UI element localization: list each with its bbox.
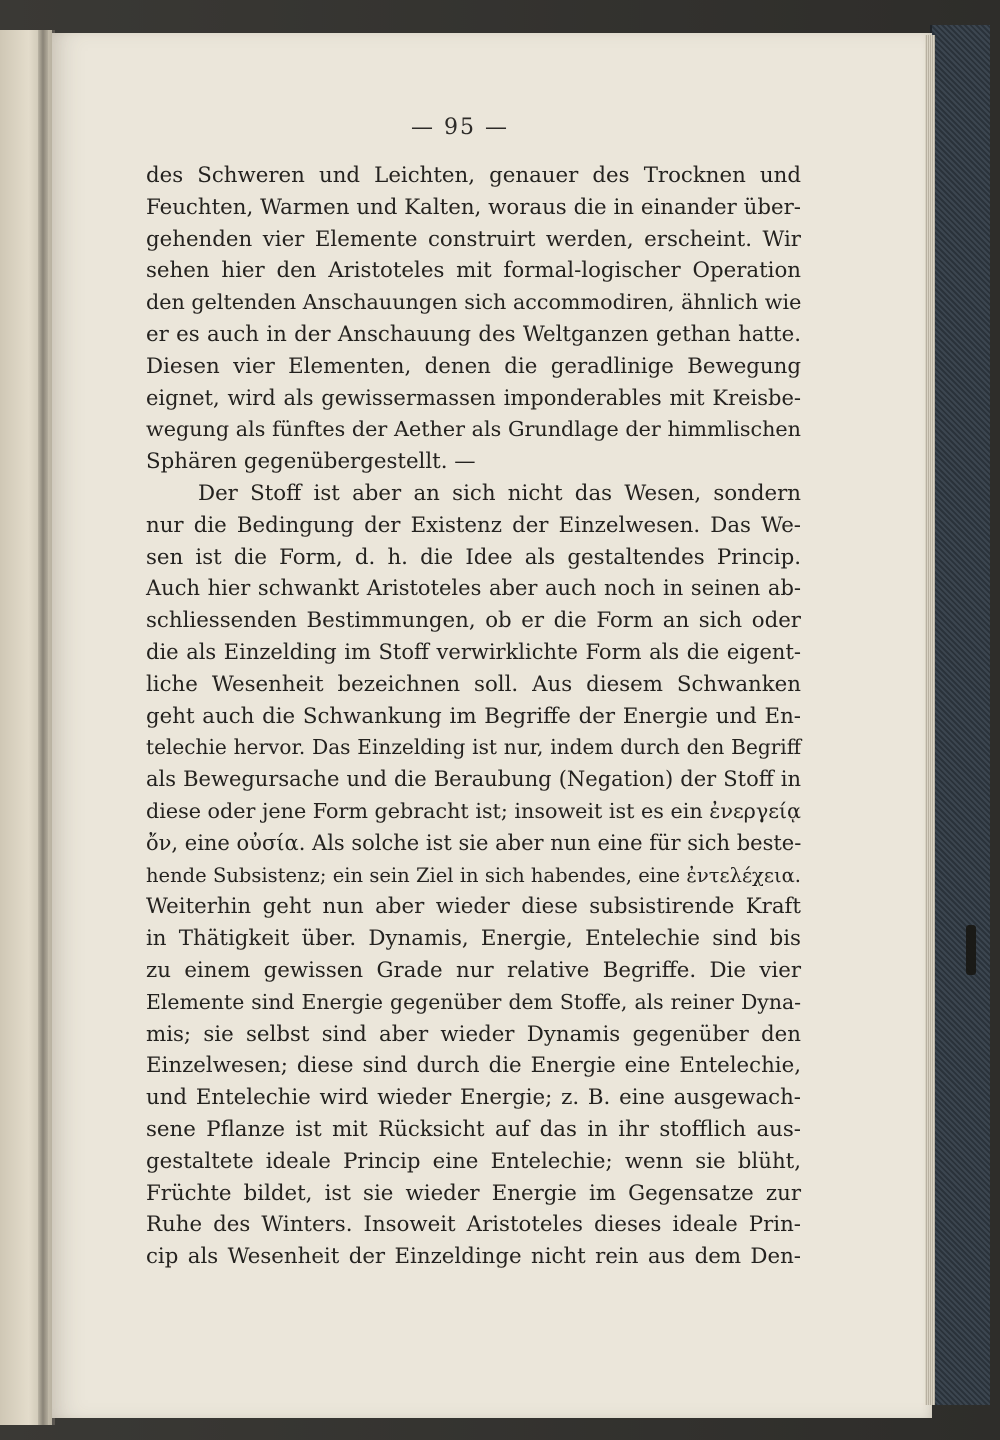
text-line: cip als Wesenheit der Einzeldinge nicht rein aus dem Den- [146,1244,801,1270]
page-stack-edges [925,35,935,1405]
text-line: den geltenden Anschauungen sich accommodiren, ähnlich wie [146,290,802,315]
text-line: Auch hier schwankt Aristoteles aber auch noch in seinen ab- [146,576,801,601]
text-line: Elemente sind Energie gegenüber dem Stoffe, als reiner Dyna- [146,989,801,1014]
text-line: Weiterhin geht nun aber wieder diese subsistirende Kraft [146,894,801,920]
text-line: nur die Bedingung der Existenz der Einzelwesen. Das We- [146,512,801,538]
text-line: Früchte bildet, ist sie wieder Energie im Gegensatze zur [146,1180,801,1206]
text-line: Feuchten, Warmen und Kalten, woraus die in einander über- [146,194,801,220]
text-line: zu einem gewissen Grade nur relative Begriffe. Die vier [146,957,801,983]
text-line: schliessenden Bestimmungen, ob er die Form an sich oder [146,608,801,634]
text-line: Ruhe des Winters. Insoweit Aristoteles dieses ideale Prin- [146,1212,801,1238]
body-text [146,160,801,1273]
text-line: sen ist die Form, d. h. die Idee als gestaltendes Princip. [146,544,801,570]
text-line: wegung als fünftes der Aether als Grundlage der himmlischen [146,417,801,442]
text-line: geht auch die Schwankung im Begriffe der Energie und En- [146,703,801,729]
spine-fold [38,30,48,1425]
text-line: diese oder jene Form gebracht ist; insoweit ist es ein ἐνεργείᾳ [146,798,801,823]
page-number: — 95 — [411,115,509,140]
text-line: ὄν, eine οὐσία. Als solche ist sie aber nun eine für sich beste- [146,830,802,855]
text-line: und Entelechie wird wieder Energie; z. B. eine ausgewach- [146,1085,801,1111]
text-line: er es auch in der Anschauung des Weltganzen gethan hatte. [146,321,801,347]
text-line: Sphären gegenübergestellt. — [146,449,476,475]
text-line: in Thätigkeit über. Dynamis, Energie, Entelechie sind bis [146,926,801,952]
book-clasp [966,925,976,975]
text-line: des Schweren und Leichten, genauer des Trocknen und [146,163,801,188]
text-line: hende Subsistenz; ein sein Ziel in sich habendes, eine ἐντελέχεια. [146,863,801,887]
text-line: liche Wesenheit bezeichnen soll. Aus diesem Schwanken [146,671,801,697]
text-line: als Bewegursache und die Beraubung (Negation) der Stoff in [146,767,801,792]
text-line: sene Pflanze ist mit Rücksicht auf das in ihr stofflich aus- [146,1116,801,1142]
text-line: die als Einzelding im Stoff verwirklichte Form als die eigent- [146,639,801,664]
text-line: sehen hier den Aristoteles mit formal-logischer Operation [146,258,801,284]
text-line: gehenden vier Elemente construirt werden, erscheint. Wir [146,226,801,252]
paragraph-start: Der Stoff ist aber an sich nicht das Wesen, sondern [198,480,801,506]
text-line: mis; sie selbst sind aber wieder Dynamis gegenüber den [146,1021,801,1047]
book-cover-edge [930,25,990,1405]
text-line: Einzelwesen; diese sind durch die Energie eine Entelechie, [146,1053,801,1079]
text-line: telechie hervor. Das Einzelding ist nur, indem durch den Begriff [146,735,801,760]
text-line: eignet, wird als gewissermassen imponderables mit Kreisbe- [146,385,801,410]
text-line: gestaltete ideale Princip eine Entelechie; wenn sie blüht, [146,1148,801,1174]
text-line: Diesen vier Elementen, denen die geradlinige Bewegung [146,353,801,379]
